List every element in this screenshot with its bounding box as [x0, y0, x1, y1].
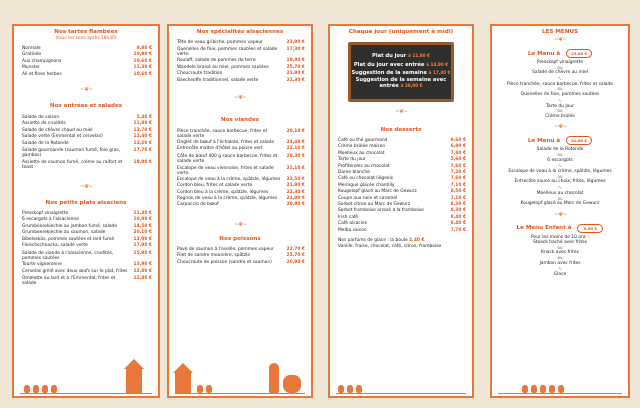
item-name: Cordon bleu, frites et salade verte [177, 183, 253, 189]
menu-course: Jambon avec frites [539, 260, 581, 266]
menu-item-row [14, 159, 158, 171]
item-name: Choucroute de poisson (sandre et saumon) [177, 259, 272, 265]
item-name: Carpaccio de bœuf [177, 202, 219, 208]
item-price: 22,30 € [286, 189, 305, 195]
item-name: Baeckeoffe traditionnel, salade verte [177, 77, 259, 83]
menu-course: Pièce tranchée, sauce barbecue, frites et salade [507, 81, 613, 87]
item-name: Normale [22, 46, 41, 51]
menu-course: 6 escargots [547, 157, 573, 163]
menu-course: Salade de chèvre au miel [532, 70, 588, 76]
menu-item-row [169, 40, 311, 46]
item-price: 11,30 € [133, 211, 152, 217]
menu-item-row [169, 128, 311, 140]
item-name: Salade de saison [22, 115, 60, 121]
or-separator: ou [557, 244, 563, 250]
menu-c-name: Le Menu Enfant à [516, 225, 572, 232]
item-name: Omelette au lard et à l'Emmental, frites et salade [22, 275, 116, 286]
item-name: Pavé de saumon à l'oseille, pommes vapeur [177, 246, 274, 252]
item-price: 8,30 € [450, 202, 466, 208]
item-price: 10,60 € [133, 58, 152, 64]
or-separator: ou [557, 151, 563, 157]
item-price: 13,70 € [133, 127, 152, 133]
or-separator: ou [557, 173, 563, 179]
menu-course: Kougelopf glacé au Marc de Gewurz [520, 201, 600, 207]
item-price: 25,70 € [286, 64, 305, 70]
item-price: 21,40 € [286, 140, 305, 146]
dancer-illustration-icon [269, 363, 279, 393]
item-name: Kougelopf glacé au Marc de Gewurz [338, 189, 417, 195]
item-name: Onglet de bœuf à l'échalote, frites et salade [177, 140, 275, 146]
item-price: 19,90 € [286, 58, 305, 64]
item-name: Café ou chocolat liégeois [338, 176, 394, 182]
item-name: Bibeleskäs, pommes sautées et lard fumé [22, 236, 115, 242]
ice-cream-flavors: Vanille, fraise, chocolat, café, citron, framboise [338, 244, 442, 250]
entrees-list [14, 115, 158, 171]
item-price: 7,60 € [450, 176, 466, 182]
item-name: Irish café [338, 214, 359, 220]
divider-swirl-icon: ~❦~ [79, 86, 93, 94]
item-price: 10,90 € [133, 52, 152, 58]
item-price: 7,20 € [450, 170, 466, 176]
item-price: 23,90 € [286, 40, 305, 45]
item-name: Cordon bleu à la crème, spätzle, légumes [177, 189, 269, 195]
item-price: 21,90 € [286, 71, 305, 77]
item-name: Melba saison [338, 227, 367, 233]
panel-left [12, 24, 160, 398]
poissons-list [169, 247, 311, 266]
item-price: 26,90 € [286, 259, 305, 265]
item-price: 22,50 € [286, 176, 305, 182]
item-price: 20,90 € [286, 202, 305, 208]
item-price: 20,10 € [133, 230, 152, 236]
menu-course: Moelleux au chocolat [536, 190, 584, 196]
or-separator: ou [557, 64, 563, 70]
item-name: Café alsacien [338, 221, 368, 227]
item-name: Salade de la Rotonde [22, 140, 69, 146]
menu-c-lines [492, 235, 628, 278]
geese-illustration-icon [197, 385, 212, 393]
menu-b-name: Le Menu à [527, 137, 561, 144]
plats-title: Nos petits plats alsaciens [45, 200, 127, 207]
divider-swirl-icon: ~❦~ [394, 108, 408, 115]
tartes-list [14, 46, 158, 78]
menu-item-row [169, 165, 311, 177]
footer-illustration [14, 364, 158, 396]
item-price: 11,30 € [133, 65, 152, 71]
tartes-title: Nos tartes flambées [54, 29, 118, 35]
barrel-illustration-icon [283, 375, 301, 393]
footer-illustration [330, 364, 472, 396]
divider-swirl-icon: ~❦~ [233, 94, 247, 102]
item-name: Dame blanche [338, 170, 370, 176]
entrees-title: Nos entrées et salades [49, 103, 123, 110]
desserts-title: Nos desserts [380, 127, 422, 133]
item-name: Sorbet framboise arrosé à la framboise [338, 208, 424, 214]
item-name: Coupe aux noix et caramel [338, 195, 398, 201]
footer-illustration [169, 364, 311, 396]
item-price: 10,60 € [133, 71, 152, 77]
item-name: Roulaff, salade de pommes de terre [177, 58, 256, 64]
item-price: 8,50 € [450, 189, 466, 195]
menu-item-row [14, 275, 158, 287]
curl-divider-icon: ∿ [557, 163, 563, 170]
divider-swirl-icon: ~❦~ [233, 220, 247, 228]
item-price: 7,80 € [450, 150, 466, 156]
menu-item-row [169, 260, 311, 266]
menu-course: Pour les moins de 10 ans : [531, 234, 589, 240]
item-name: Moelleux au chocolat [338, 150, 385, 156]
house-illustration-icon [126, 369, 142, 393]
curl-divider-icon: ∿ [557, 266, 563, 273]
item-name: Tête de veau gribiche, pommes vapeur [177, 40, 263, 45]
item-price: 18,90 € [133, 160, 152, 166]
menu-item-row [14, 243, 158, 249]
panel-center-left [167, 24, 313, 398]
house-illustration-icon [175, 373, 191, 393]
menu-item-row [14, 72, 158, 78]
menu-c-header [492, 224, 628, 233]
divider-swirl-icon: ~❦~ [553, 210, 567, 218]
item-name: Cervelas grillé avec deux œufs sur le plat, frites [22, 268, 128, 274]
item-price: 8,40 € [450, 214, 466, 220]
item-name: Ail et fines herbes [22, 71, 62, 77]
menu-course: Presskopf vinaigrette [536, 60, 584, 65]
item-price: 7,70 € [450, 227, 466, 233]
item-price: 8,60 € [450, 138, 466, 143]
item-price: 12,40 € [133, 134, 152, 140]
item-name: Quenelles de foie, pommes sautées et salade verte [177, 47, 278, 58]
menus-title: LES MENUS [541, 29, 578, 35]
item-name: Salade de viande à l'alsacienne, crudités, pommes sautées [22, 250, 114, 261]
item-price: 15,90 € [133, 250, 152, 256]
item-price: 20,10 € [286, 129, 305, 135]
menu-b-price: 30,80 € [566, 136, 592, 145]
item-name: Crème brûlée maison [338, 144, 386, 150]
item-price: 8,30 € [450, 208, 466, 214]
item-name: Sorbet citron au Marc de Gewurz [338, 202, 411, 208]
panel-right [490, 24, 630, 398]
item-price: 13,90 € [133, 261, 152, 267]
item-name: Meringue glacée chantilly [338, 182, 395, 188]
curl-divider-icon: ∿ [557, 184, 563, 191]
item-name: Escalope de veau à la crème, spätzle, légumes [177, 176, 281, 182]
menu-course: Salade de la Rotonde [536, 147, 584, 153]
item-name: Tourte vigneronne [22, 261, 62, 267]
item-price: 17,70 € [133, 148, 152, 154]
menu-course: Glace [553, 272, 567, 278]
item-name: Côte de bœuf 400 g sauce barbecue, frites et salade verte [177, 153, 278, 164]
divider-swirl-icon: ~❦~ [553, 36, 567, 43]
item-price: 14,50 € [133, 223, 152, 229]
divider-swirl-icon: ~❦~ [79, 183, 93, 191]
chalk-line: Suggestion de la semaine avec entrée à 20,90 € [355, 76, 447, 90]
menu-course: Knack avec frites [541, 250, 579, 256]
item-name: Salade verte (Emmental et cervelas) [22, 134, 103, 140]
item-name: Munster [22, 65, 40, 71]
menu-item-row [169, 202, 311, 208]
item-name: Gratinée [22, 52, 42, 58]
geese-illustration-icon [338, 385, 362, 393]
item-name: Fleischschnacka, salade verte [22, 243, 88, 249]
item-price: 5,40 € [136, 115, 152, 121]
menu-item-row [169, 146, 311, 152]
item-price: 10,90 € [133, 217, 152, 223]
item-price: 8,40 € [450, 221, 466, 227]
item-name: Grumbeerekiechle au saumon, salade [22, 230, 106, 236]
menu-item-row [169, 46, 311, 58]
chalk-line: Plat du jour à 12,80 € [372, 53, 430, 59]
item-name: Choucroute tradition [177, 71, 223, 77]
chalkboard [348, 42, 454, 102]
menu-item-row [14, 268, 158, 275]
specialites-list [169, 40, 311, 84]
footer-illustration [492, 364, 628, 396]
item-name: Café ou thé gourmand [338, 138, 388, 143]
menu-course: Entrecôte sauce au choix, frites, légumes [514, 179, 606, 185]
menu-course: Steack haché avec frites [532, 240, 588, 246]
item-name: Entrecôte maître d'hôtel au poivre vert [177, 146, 263, 152]
item-price: 13,20 € [133, 140, 152, 146]
desserts-list [330, 138, 472, 234]
geese-illustration-icon [24, 385, 57, 393]
chalk-line: Plat du jour avec entrée à 14,90 € [353, 61, 449, 68]
item-price: 29,30 € [286, 153, 305, 159]
panel-center-right [328, 24, 474, 398]
menu-course: Escalope de veau à la crème, spätzle, légumes [508, 169, 612, 175]
menu-c-price: 9,90 € [577, 224, 603, 233]
item-name: Grumbeerekiechle au jambon fumé, salade [22, 223, 118, 229]
item-name: 6 escargots à l'alsacienne [22, 217, 79, 223]
menu-item-row [14, 250, 158, 262]
item-name: Aux champignons [22, 58, 62, 64]
item-name: Salade de chèvre chaud au miel [22, 127, 93, 133]
menu-a-header [492, 49, 628, 58]
item-name: Filet de sandre meunière, spätzle [177, 253, 251, 259]
menu-a-name: Le Menu à [527, 50, 561, 57]
menu-item-row [169, 78, 311, 84]
menu-a-lines [492, 60, 628, 119]
item-name: Tarte du jour [338, 157, 366, 163]
or-separator: ou [557, 86, 563, 92]
item-price: 21,30 € [286, 77, 305, 83]
geese-illustration-icon [522, 385, 564, 393]
item-price: 25,70 € [286, 253, 305, 259]
item-name: Presskopf vinaigrette [22, 211, 69, 217]
item-price: 22,70 € [286, 246, 305, 252]
item-price: 7,60 € [450, 163, 466, 169]
viandes-list [169, 128, 311, 209]
item-name: Profiteroles au chocolat [338, 163, 390, 169]
menu-course: Tarte du Jour [546, 103, 574, 109]
item-price: 12,80 € [133, 268, 152, 274]
curl-divider-icon: ∿ [557, 75, 563, 82]
item-price: 7,10 € [450, 182, 466, 188]
or-separator: ou [557, 255, 563, 261]
curl-divider-icon: ∿ [557, 97, 563, 104]
tartes-subtitle: (tous les soirs après 18h30) [55, 36, 117, 41]
item-name: Assiette de saumon fumé, crème au raifort et toast [22, 160, 123, 171]
item-price: 7,10 € [450, 195, 466, 201]
item-name: Escalope de veau viennoise, frites et salade verte [177, 165, 274, 176]
item-name: Salade gourmande (saumon fumé, foie gras, gambas) [22, 148, 121, 159]
or-separator: ou [557, 108, 563, 114]
viandes-title: Nos viandes [220, 117, 260, 124]
item-price: 21,90 € [286, 183, 305, 189]
item-price: 13,90 € [133, 236, 152, 242]
divider-swirl-icon: ~❦~ [553, 123, 567, 131]
or-separator: ou [557, 195, 563, 201]
item-name: Pièce tranchée, sauce barbecue, frites et salade verte [177, 129, 268, 140]
item-name: Rognon de veau à la crème, spätzle, légumes [177, 196, 278, 202]
menu-item-row [14, 147, 158, 159]
item-price: 6,80 € [450, 144, 466, 150]
menu-course: Crème brûlée [545, 113, 575, 119]
item-name: Waedele braisé au miel, pommes sautées [177, 64, 269, 70]
item-price: 5,60 € [450, 157, 466, 163]
menu-item-row [169, 153, 311, 165]
item-price: 11,80 € [133, 121, 152, 127]
menu-b-header [492, 136, 628, 145]
item-price: 17,30 € [286, 47, 305, 53]
chalk-line: Suggestion de la semaine à 17,40 € [351, 70, 451, 77]
item-price: 22,10 € [286, 146, 305, 152]
item-price: 9,80 € [136, 46, 152, 51]
ice-cream-note: Nos parfums de glace : la boule 2,40 € [338, 238, 425, 244]
item-price: 12,80 € [133, 275, 152, 281]
specialites-title: Nos spécialités alsaciennes [196, 29, 284, 35]
menu-b-lines [492, 147, 628, 206]
poissons-title: Nos poissons [219, 235, 261, 242]
plats-list [14, 211, 158, 287]
chalkboard-title: Chaque jour (uniquement à midi) [348, 29, 454, 35]
item-price: 21,10 € [286, 165, 305, 171]
menu-course: Quenelles de foie, pommes sautées [520, 91, 600, 97]
item-name: Assiette de crudités [22, 121, 66, 127]
item-price: 21,80 € [286, 196, 305, 202]
item-price: 17,90 € [133, 243, 152, 249]
menu-a-price: 23,80 € [566, 49, 592, 58]
